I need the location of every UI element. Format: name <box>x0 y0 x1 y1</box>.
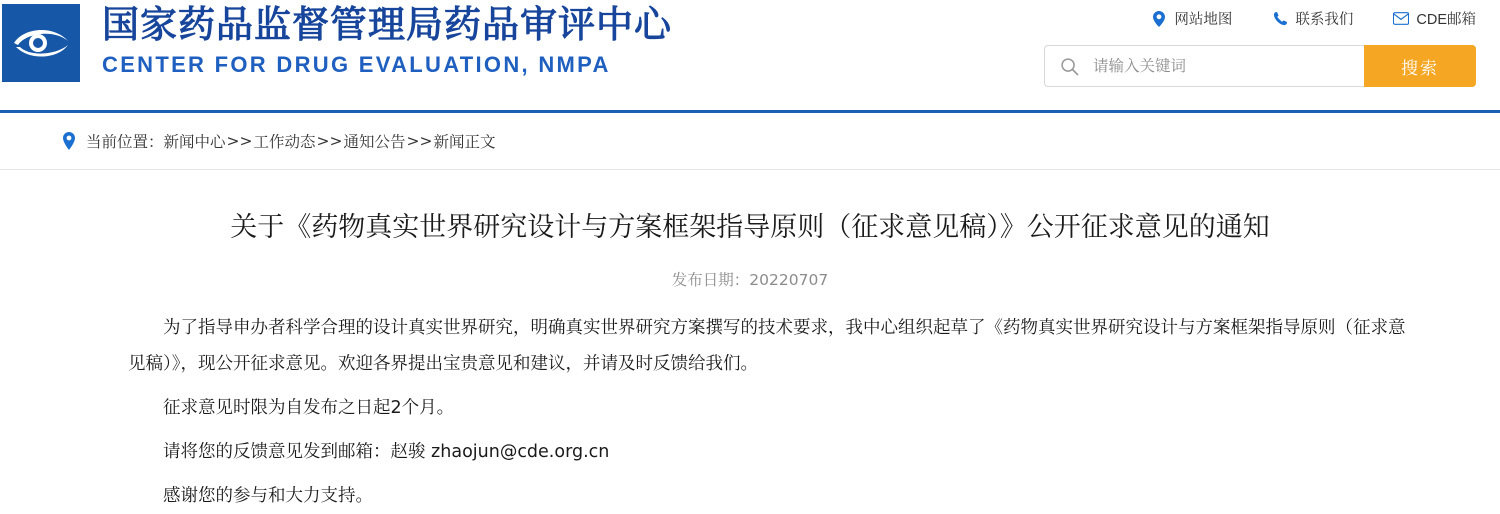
site-header <box>0 0 1500 113</box>
site-title-cn: 国家药品监督管理局药品审评中心 <box>102 3 672 46</box>
mail-icon <box>1393 11 1409 27</box>
breadcrumb-separator: >> <box>226 132 253 150</box>
publish-date-label: 发布日期： <box>671 271 750 289</box>
quick-link-label: CDE邮箱 <box>1416 12 1476 28</box>
search-button[interactable]: 搜索 <box>1364 45 1476 87</box>
quick-link-label: 联系我们 <box>1295 12 1354 28</box>
quick-links <box>1006 0 1476 29</box>
quick-link-contact[interactable] <box>1272 8 1353 29</box>
site-title-block <box>102 2 672 80</box>
cde-logo[interactable] <box>2 4 80 82</box>
article-paragraph: 感谢您的参与和大力支持。 <box>163 486 373 506</box>
map-pin-icon <box>1151 11 1167 27</box>
breadcrumb-item-announcements[interactable]: 通知公告 <box>343 133 406 151</box>
article-paragraph: 请将您的反馈意见发到邮箱：赵骏 zhaojun@cde.org.cn <box>163 442 610 462</box>
phone-icon <box>1272 11 1288 27</box>
quick-link-label: 网站地图 <box>1174 12 1233 28</box>
search-box[interactable] <box>1044 45 1364 87</box>
search-input[interactable] <box>1091 56 1335 76</box>
breadcrumb <box>0 113 1500 170</box>
article-paragraph: 征求意见时限为自发布之日起2个月。 <box>163 398 455 418</box>
breadcrumb-prefix: 当前位置： <box>86 133 164 151</box>
breadcrumb-separator: >> <box>406 132 433 150</box>
page-title: 关于《药物真实世界研究设计与方案框架指导原则（征求意见稿）》公开征求意见的通知 <box>230 212 1270 243</box>
quick-link-mail[interactable] <box>1393 8 1476 29</box>
publish-date-value: 20220707 <box>749 271 829 289</box>
quick-link-sitemap[interactable] <box>1151 8 1232 29</box>
article-body <box>72 310 1428 514</box>
breadcrumb-item-news-center[interactable]: 新闻中心 <box>163 133 226 151</box>
search-bar <box>1006 45 1476 87</box>
cde-eye-logo-icon <box>8 15 74 71</box>
search-icon <box>1059 56 1079 76</box>
breadcrumb-separator: >> <box>316 132 343 150</box>
article-paragraph: 为了指导申办者科学合理的设计真实世界研究，明确真实世界研究方案撰写的技术要求，我中心组织起草了《药物真实世界研究设计与方案框架指导原则（征求意见稿）》，现公开征求意见。欢迎各界提出宝贵意见和建议，并请及时反馈给我们。 <box>128 318 1406 374</box>
publish-date <box>72 268 1428 290</box>
header-right <box>1006 0 1476 87</box>
breadcrumb-item-article[interactable]: 新闻正文 <box>433 133 496 151</box>
breadcrumb-item-work-updates[interactable]: 工作动态 <box>253 133 316 151</box>
location-pin-icon <box>62 132 77 151</box>
site-title-en: CENTER FOR DRUG EVALUATION, NMPA <box>102 52 611 77</box>
article-container <box>0 208 1500 514</box>
